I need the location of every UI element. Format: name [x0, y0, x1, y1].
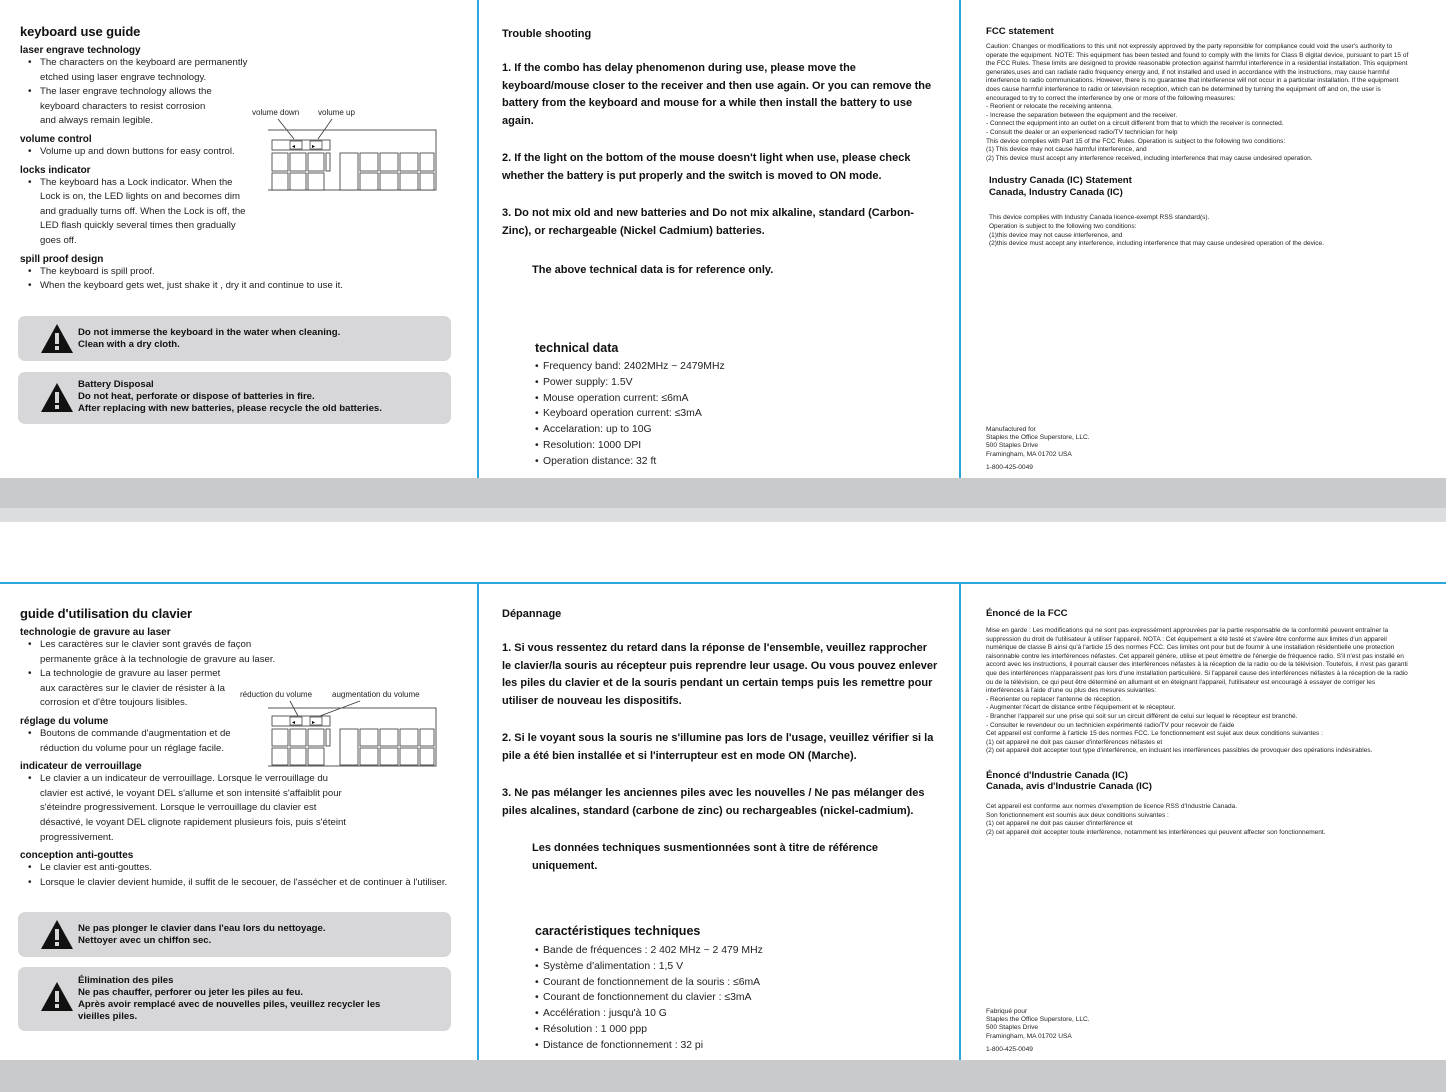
- list-item: • Accelaration: up to 10G: [535, 422, 955, 438]
- manufacturer-line: Staples the Office Superstore, LLC.: [986, 1016, 1090, 1024]
- guide-title: guide d'utilisation du clavier: [20, 606, 193, 621]
- reference-note: The above technical data is for reference only.: [532, 264, 774, 276]
- fcc-measure: - Consulter le revendeur ou un technicien expérimenté radio/TV pour recevoir de l'aide: [986, 721, 1235, 729]
- spill-heading: conception anti-gouttes: [20, 850, 134, 862]
- fcc-title: Énoncé de la FCC: [986, 608, 1068, 619]
- ic-line: Operation is subject to the following two conditions:: [989, 222, 1137, 230]
- panel-divider: [959, 0, 961, 508]
- fcc-measure: - Augmenter l'écart de distance entre l'équipement et le récepteur.: [986, 704, 1176, 712]
- svg-text:▸: ▸: [312, 719, 316, 726]
- warning-line: Do not immerse the keyboard in the water when cleaning.: [78, 327, 341, 338]
- list-item: • Keyboard operation current: ≤3mA: [535, 406, 955, 422]
- laser-list: [20, 56, 252, 129]
- volume-up-label: augmentation du volume: [332, 690, 420, 699]
- manufacturer-line: Fabriqué pour: [986, 1008, 1028, 1015]
- warning-line: After replacing with new batteries, please recycle the old batteries.: [78, 403, 382, 414]
- warning-text: [78, 923, 326, 947]
- warning-text: [78, 327, 340, 351]
- list-item: • When the keyboard gets wet, just shake it , dry it and continue to use it.: [20, 279, 460, 294]
- fcc-measure: (1) This device may not cause harmful interference, and: [986, 146, 1147, 154]
- fcc-measure: Cet appareil est conforme à l'article 15 des normes FCC. Le fonctionnement est sujet aux deux conditions suivantes :: [986, 730, 1323, 738]
- list-item: • Power supply: 1.5V: [535, 375, 955, 391]
- cleaning-warning: [18, 316, 451, 361]
- guide-title: keyboard use guide: [20, 24, 141, 39]
- list-item: • The characters on the keyboard are permanently etched using laser engrave technology.: [20, 56, 252, 85]
- volume-down-label: volume down: [252, 108, 300, 117]
- locks-list: [20, 772, 350, 845]
- english-sheet: [0, 0, 1446, 522]
- laser-heading: technologie de gravure au laser: [20, 627, 171, 638]
- manufacturer-info: [986, 1008, 1286, 1054]
- panel-divider: [959, 582, 961, 1092]
- ic-line: (1)this device may not cause interference, and: [989, 231, 1123, 239]
- technical-data-panel: [535, 924, 955, 1054]
- trouble-item: 2. Si le voyant sous la souris ne s'illumine pas lors de l'usage, veuillez vérifier si la pile a été bien installée et si l'interrupteur est en mode ON (Marche).: [502, 732, 934, 762]
- list-item: • Resolution: 1000 DPI: [535, 438, 955, 454]
- troubleshooting-panel: [502, 28, 942, 280]
- keyboard-diagram: [250, 106, 440, 192]
- manufacturer-line: Framingham, MA 01702 USA: [986, 1032, 1072, 1040]
- list-item: • Distance de fonctionnement : 32 pi: [535, 1038, 955, 1054]
- ic-title-line: Canada, Industry Canada (IC): [989, 186, 1123, 198]
- fcc-measure: (2) This device must accept any interference received, including interference that may cause undesired operation.: [986, 154, 1313, 162]
- technical-data-list: [535, 943, 955, 1054]
- technical-data-title: technical data: [535, 341, 619, 355]
- list-item: • Accélération : jusqu'à 10 G: [535, 1006, 955, 1022]
- fcc-measure: This device complies with Part 15 of the FCC Rules. Operation is subject to the following two conditions:: [986, 137, 1286, 145]
- ic-title-line: Canada, avis d'Industrie Canada (IC): [986, 781, 1152, 793]
- battery-warning: [18, 372, 451, 424]
- phone-number: 1-800-425-0049: [986, 463, 1033, 471]
- warning-text: [78, 975, 398, 1023]
- footer-band: [0, 478, 1446, 508]
- manufacturer-line: 500 Staples Drive: [986, 442, 1039, 450]
- ic-line: Cet appareil est conforme aux normes d'exemption de licence RSS d'Industrie Canada.: [986, 802, 1238, 810]
- list-item: • Courant de fonctionnement du clavier : ≤3mA: [535, 990, 955, 1006]
- trouble-item: 1. Si vous ressentez du retard dans la réponse de l'ensemble, veuillez rapprocher le clavier/la souris au récepteur puis reprendre leur usage. Ou vous pouvez enlever les piles du clavier et de la souris pendant un certain temps puis les remettre pour utiliser de nouveau les dispositifs.: [502, 642, 938, 707]
- manufacturer-line: Manufactured for: [986, 426, 1036, 433]
- french-sheet: [0, 582, 1446, 1092]
- list-item: • Résolution : 1 000 ppp: [535, 1022, 955, 1038]
- keyboard-drawing-icon: [240, 688, 440, 768]
- trouble-item: 3. Do not mix old and new batteries and Do not mix alkaline, standard (Carbon-Zinc), or rechargeable (Nickel Cadmium) batteries.: [502, 207, 914, 237]
- list-item: • Frequency band: 2402MHz ~ 2479MHz: [535, 359, 955, 375]
- list-item: • Operation distance: 32 ft: [535, 454, 955, 470]
- trouble-item: 3. Ne pas mélanger les anciennes piles avec les nouvelles / Ne pas mélanger des piles alcalines, standard (carbone de zinc) ou rechargeables (nickel-cadmium).: [502, 787, 925, 817]
- panel-divider: [477, 582, 479, 1092]
- ic-statement: [989, 214, 1414, 248]
- troubleshooting-panel: [502, 608, 938, 875]
- battery-warning: [18, 967, 451, 1031]
- list-item: • Boutons de commande d'augmentation et de réduction du volume pour un réglage facile.: [20, 727, 252, 756]
- svg-text:▸: ▸: [312, 143, 316, 150]
- list-item: • Système d'alimentation : 1,5 V: [535, 959, 955, 975]
- locks-heading: locks indicator: [20, 164, 91, 176]
- volume-up-label: volume up: [318, 108, 355, 117]
- manufacturer-line: Framingham, MA 01702 USA: [986, 450, 1072, 458]
- list-item: • Mouse operation current: ≤6mA: [535, 391, 955, 407]
- panel-divider: [477, 0, 479, 508]
- svg-text:◂: ◂: [292, 719, 296, 726]
- fcc-body: Caution: Changes or modifications to this unit not expressly approved by the party reponsible for compliance could void the user's authority to operate the equipment. NOTE: This equipment has been tested and found to comply with the limits for Class B digital device, pursuant to part 15 of the FCC Rules. These limits are designed to provide reasonable protection against harmful interference in a residential installation. This equipment generates,uses and can radiate radio frequency energy and, if not installed and used in accordance with the instructions, may cause harmful interference to radio communications. However, there is no guarantee that interference will not occur in a particular installation. If the equipment does cause harmful interference to radio or television reception, which can be determined by turning the equipment off and on, the user is encouraged to try to correct the interference by one or more of the following measures:: [986, 43, 1409, 102]
- volume-heading: réglage du volume: [20, 715, 109, 727]
- ic-statement: [986, 803, 1410, 837]
- technical-data-panel: [535, 341, 955, 470]
- list-item: • The keyboard is spill proof.: [20, 265, 460, 280]
- ic-line: This device complies with Industry Canada licence-exempt RSS standard(s).: [989, 214, 1210, 222]
- keyboard-drawing-icon: [250, 106, 440, 192]
- list-item: • The keyboard has a Lock indicator. When the Lock is on, the LED lights on and becomes dim and gradually turns off. When the Lock is off, the LED flash quickly several times then gradually goes off.: [20, 176, 252, 249]
- spill-list: [20, 861, 460, 890]
- warning-icon: [40, 919, 74, 950]
- troubleshooting-title: Dépannage: [502, 608, 562, 620]
- fcc-body: Mise en garde : Les modifications qui ne sont pas expressément approuvées par la partie responsable de la conformité peuvent entraîner la suppression du droit de l'utilisateur à utiliser l'appareil. NOTA : Cet équipement a été testé et s'avère être conforme aux limites d'un appareil numérique de classe B ainsi qu'à l'article 15 des normes FCC. Ces limites ont pour but de fournir à une installation résidentielle une protection raisonnable contre les interférences néfastes. Cet appareil génère, utilise et peut émettre de l'énergie de fréquence radio. S'il n'est pas installé en accord avec les instructions, il pourrait causer des interférences néfastes à la réception de la radio ou de la télévision. Toutefois, il n'est pas garanti que des interférences n'apparaissent pas lors d'une installation particulière. Si l'appareil cause des interférences néfastes à la réception de la radio ou de la télévision, ce qui peut être déterminé en allumant et en éteignant l'appareil, l'utilisateur est encouragé à essayer de corriger les interférences à l'aide d'une ou plus des mesures suivantes:: [986, 627, 1408, 695]
- svg-text:◂: ◂: [292, 143, 296, 150]
- manufacturer-line: Staples the Office Superstore, LLC.: [986, 434, 1090, 442]
- ic-title: [989, 175, 1414, 198]
- list-item: • Le clavier a un indicateur de verrouillage. Lorsque le verrouillage du clavier est activé, le voyant DEL s'allume et son intensité s'affaiblit pour s'éteindre progressivement. Lorsque le verrouillage du clavier est désactivé, le voyant DEL clignote rapidement plusieurs fois, puis s'éteint progressivement.: [20, 772, 350, 845]
- spill-heading: spill proof design: [20, 253, 104, 265]
- phone-number: 1-800-425-0049: [986, 1045, 1033, 1053]
- ic-line: Son fonctionnement est soumis aux deux conditions suivantes :: [986, 811, 1169, 819]
- list-item: • La technologie de gravure au laser permet aux caractères sur le clavier de résister à la corrosion et d'être toujours lisibles.: [20, 667, 238, 711]
- ic-title: [986, 770, 1410, 793]
- ic-line: (1) cet appareil ne doit pas causer d'interférence et: [986, 820, 1133, 828]
- warning-line: Après avoir remplacé avec de nouvelles piles, veuillez recycler les vieilles piles.: [78, 999, 381, 1022]
- fcc-measure: - Réorienter ou replacer l'antenne de réception.: [986, 695, 1123, 703]
- volume-list: [20, 727, 252, 756]
- ic-line: (2)this device must accept any interference, including interference that may cause undesired operation of the device.: [989, 240, 1324, 248]
- list-item: • Volume up and down buttons for easy control.: [20, 145, 460, 160]
- cleaning-warning: [18, 912, 451, 957]
- fcc-measure: - Reorient or relocate the receiving antenna.: [986, 103, 1113, 111]
- fcc-measure: (1) cet appareil ne doit pas causer d'interférences néfastes et: [986, 738, 1163, 746]
- warning-line: Ne pas chauffer, perforer ou jeter les piles au feu.: [78, 987, 303, 998]
- manufacturer-line: 500 Staples Drive: [986, 1024, 1039, 1032]
- technical-data-list: [535, 359, 955, 470]
- fcc-title: FCC statement: [986, 26, 1054, 37]
- fcc-measure: - Consult the dealer or an experienced radio/TV technician for help: [986, 128, 1178, 136]
- warning-text: [78, 379, 382, 415]
- warning-line: Battery Disposal: [78, 379, 154, 390]
- sheet-edge: [0, 582, 1446, 584]
- locks-list: [20, 176, 252, 249]
- trouble-item: 1. If the combo has delay phenomenon during use, please move the keyboard/mouse closer to the receiver and then use again. Or you can remove the battery from the keyboard and mouse for a while then install the battery to use again.: [502, 62, 932, 127]
- laser-heading: laser engrave technology: [20, 45, 141, 56]
- locks-heading: indicateur de verrouillage: [20, 761, 142, 773]
- warning-icon: [40, 382, 74, 413]
- spill-list: [20, 265, 460, 294]
- warning-line: Élimination des piles: [78, 975, 174, 986]
- warning-line: Nettoyer avec un chiffon sec.: [78, 935, 212, 946]
- fcc-measure: (2) cet appareil doit accepter tout type d'interférence, en incluant les interférences passibles de provoquer des opérations indésirables.: [986, 747, 1373, 755]
- fcc-measure: - Increase the separation between the equipment and the receiver.: [986, 111, 1178, 119]
- footer-edge: [0, 508, 1446, 522]
- warning-icon: [40, 323, 74, 354]
- list-item: • Les caractères sur le clavier sont gravés de façon permanente grâce à la technologie de gravure au laser.: [20, 638, 280, 667]
- keyboard-diagram: [240, 688, 440, 768]
- reference-note: Les données techniques susmentionnées sont à titre de référence uniquement.: [532, 842, 878, 872]
- volume-heading: volume control: [20, 133, 92, 145]
- fcc-panel: [986, 608, 1410, 837]
- warning-line: Do not heat, perforate or dispose of batteries in fire.: [78, 391, 315, 402]
- troubleshooting-title: Trouble shooting: [502, 28, 592, 40]
- fcc-measure: - Brancher l'appareil sur une prise qui soit sur un circuit différent de celui sur lequel le récepteur est branché.: [986, 712, 1298, 720]
- list-item: • Courant de fonctionnement de la souris : ≤6mA: [535, 975, 955, 991]
- technical-data-title: caractéristiques techniques: [535, 924, 701, 938]
- warning-line: Clean with a dry cloth.: [78, 339, 180, 350]
- fcc-measure: - Connect the equipment into an outlet on a circuit different from that to which the receiver is connected.: [986, 120, 1284, 128]
- ic-title-line: Industry Canada (IC) Statement: [989, 175, 1132, 187]
- trouble-item: 2. If the light on the bottom of the mouse doesn't light when use, please check whether the battery is put properly and the switch is moved to ON mode.: [502, 152, 911, 182]
- list-item: • Le clavier est anti-gouttes.: [20, 861, 460, 876]
- ic-title-line: Énoncé d'Industrie Canada (IC): [986, 769, 1128, 781]
- warning-icon: [40, 981, 74, 1012]
- manufacturer-info: [986, 426, 1286, 472]
- list-item: • The laser engrave technology allows the keyboard characters to resist corrosion and always remain legible.: [20, 85, 216, 129]
- list-item: • Lorsque le clavier devient humide, il suffit de le secouer, de l'assécher et de continuer à l'utiliser.: [20, 876, 460, 891]
- list-item: • Bande de fréquences : 2 402 MHz ~ 2 479 MHz: [535, 943, 955, 959]
- fcc-panel: [986, 26, 1414, 249]
- footer-band: [0, 1060, 1446, 1092]
- warning-line: Ne pas plonger le clavier dans l'eau lors du nettoyage.: [78, 923, 326, 934]
- ic-line: (2) cet appareil doit accepter toute interférence, notamment les interférences qui peuvent affecter son fonctionnement.: [986, 828, 1326, 836]
- volume-down-label: réduction du volume: [240, 690, 313, 699]
